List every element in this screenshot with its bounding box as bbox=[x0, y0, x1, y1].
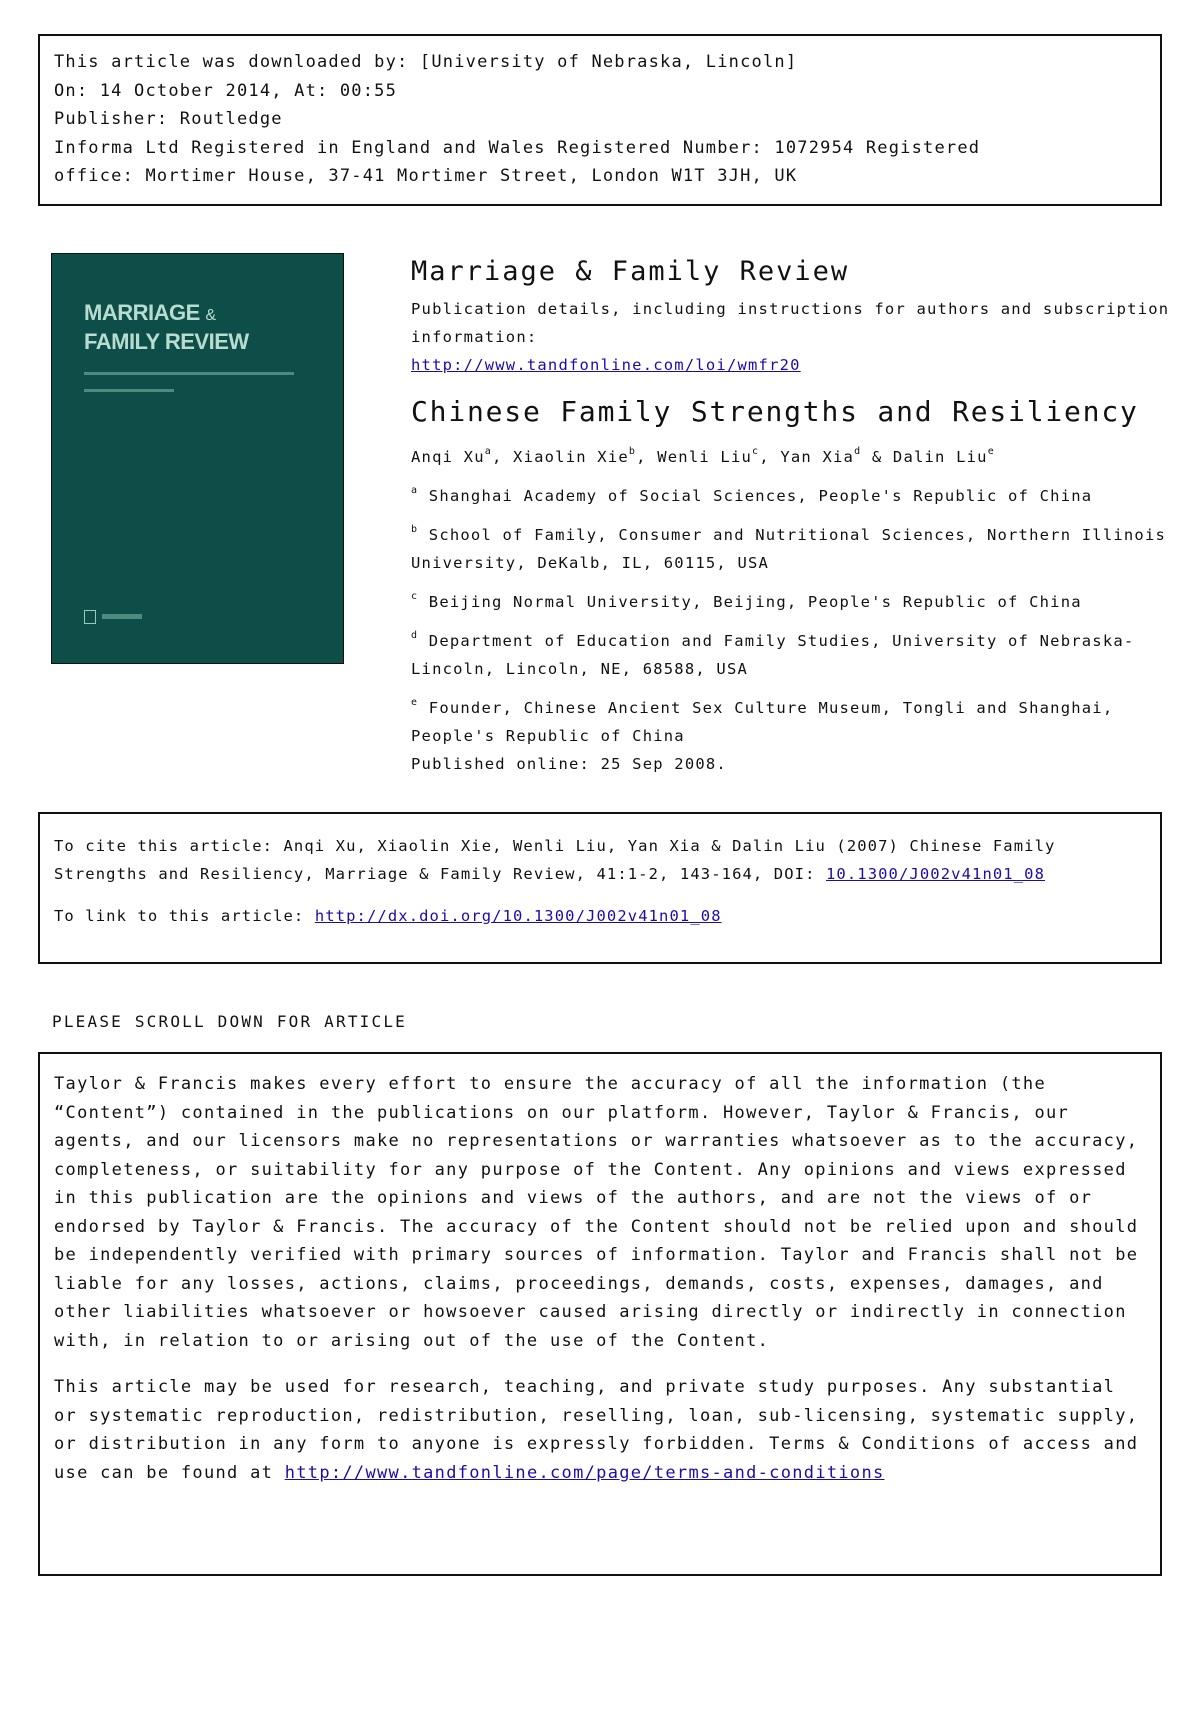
author-name: Dalin Liu bbox=[892, 448, 988, 466]
affiliation-text: Founder, Chinese Ancient Sex Culture Museum, Tongli and Shanghai, People's Republic of China bbox=[411, 699, 1114, 745]
journal-url-link[interactable]: http://www.tandfonline.com/loi/wmfr20 bbox=[411, 356, 801, 374]
affiliation-text: Shanghai Academy of Social Sciences, People's Republic of China bbox=[428, 487, 1093, 505]
download-date-line: On: 14 October 2014, At: 00:55 bbox=[54, 80, 398, 101]
citation-box bbox=[38, 812, 1162, 964]
citation-text bbox=[54, 832, 1148, 888]
author-list: Anqi Xu$^a$, Xiaolin Xie$^b$, Wenli Liu$^c$, Yan Xia$^d$ & Dalin Liu$^e$ bbox=[411, 446, 995, 466]
article-link-label: To link to this article: bbox=[54, 907, 305, 925]
author-name: Xiaolin Xie bbox=[513, 448, 629, 466]
article-metadata bbox=[411, 252, 1171, 778]
download-info-box bbox=[38, 34, 1162, 206]
affiliation-sup: c bbox=[411, 591, 419, 602]
affiliation bbox=[411, 583, 1171, 616]
author-sup: a bbox=[484, 446, 492, 457]
terms-box bbox=[38, 1052, 1162, 1576]
affiliation bbox=[411, 689, 1171, 750]
article-link-url[interactable]: http://dx.doi.org/10.1300/J002v41n01_08 bbox=[314, 907, 722, 925]
cover-title-line1: MARRIAGE bbox=[84, 300, 200, 325]
cover-title-amp: & bbox=[205, 307, 216, 324]
author-sup: d bbox=[854, 446, 862, 457]
publisher-line: Publisher: Routledge bbox=[54, 109, 283, 129]
affiliation-text: Department of Education and Family Studies, University of Nebraska-Lincoln, Lincoln, NE, 68588, USA bbox=[411, 632, 1135, 678]
author-sup: c bbox=[752, 446, 760, 457]
cover-text-line bbox=[84, 389, 174, 392]
affiliation bbox=[411, 622, 1171, 683]
doi-link[interactable]: 10.1300/J002v41n01_08 bbox=[825, 865, 1046, 883]
affiliation-text: Beijing Normal University, Beijing, People's Republic of China bbox=[428, 593, 1082, 611]
article-link-line bbox=[54, 902, 1148, 930]
cover-title bbox=[84, 300, 249, 355]
usage-paragraph bbox=[54, 1373, 1148, 1487]
author-name: Wenli Liu bbox=[657, 448, 753, 466]
disclaimer-paragraph: Taylor & Francis makes every effort to ensure the accuracy of all the information (the “Content”) contained in the publications on our platform. However, Taylor & Francis, our agents, and our licensors make no representations or warranties whatsoever as to the accuracy, completeness, or suitability for any purpose of the Content. Any opinions and views expressed in this publication are the opinions and views of the authors, and are not the views of or endorsed by Taylor & Francis. The accuracy of the Content should not be relied upon and should be independently verified with primary sources of information. Taylor and Francis shall not be liable for any losses, actions, claims, proceedings, demands, costs, expenses, damages, and other liabilities whatsoever or howsoever caused arising directly or indirectly in connection with, in relation to or arising out of the use of the Content. bbox=[54, 1074, 1139, 1351]
affiliation bbox=[411, 516, 1171, 577]
author-name: Anqi Xu bbox=[411, 448, 485, 466]
publisher-logo-icon bbox=[84, 610, 96, 624]
publisher-logo-text bbox=[102, 614, 142, 619]
download-info-line: This article was downloaded by: [University of Nebraska, Lincoln] bbox=[54, 52, 798, 72]
cover-text-line bbox=[84, 372, 294, 375]
affiliation bbox=[411, 477, 1171, 510]
journal-title: Marriage & Family Review bbox=[411, 256, 850, 287]
cover-title-line2: FAMILY REVIEW bbox=[84, 329, 249, 354]
citation-body: To cite this article: Anqi Xu, Xiaolin Xie, Wenli Liu, Yan Xia & Dalin Liu (2007) Chinese Family Strengths and Resiliency, Marriage & Family Review, 41:1-2, 143-164, DOI: bbox=[54, 837, 1056, 883]
author-name: Yan Xia bbox=[780, 448, 855, 466]
article-title: Chinese Family Strengths and Resiliency bbox=[411, 395, 1139, 428]
usage-text: This article may be used for research, teaching, and private study purposes. Any substantial or systematic reproduction, redistribution, reselling, loan, sub-licensing, systematic supply, or distribution in any form to anyone is expressly forbidden. Terms & Conditions of access and use can be found at bbox=[54, 1377, 1139, 1483]
affiliation-text: School of Family, Consumer and Nutritional Sciences, Northern Illinois University, DeKalb, IL, 60115, USA bbox=[411, 526, 1167, 572]
journal-cover-image bbox=[51, 253, 344, 664]
publication-details: Publication details, including instructions for authors and subscription information: bbox=[411, 300, 1170, 346]
author-sup: e bbox=[987, 446, 995, 457]
scroll-notice: PLEASE SCROLL DOWN FOR ARTICLE bbox=[52, 1012, 407, 1031]
affiliation-sup: a bbox=[411, 485, 419, 496]
office-address-line: office: Mortimer House, 37-41 Mortimer Street, London W1T 3JH, UK bbox=[54, 166, 798, 186]
author-sup: b bbox=[628, 446, 637, 457]
registration-line: Informa Ltd Registered in England and Wales Registered Number: 1072954 Registered bbox=[54, 137, 981, 158]
affiliation-sup: e bbox=[411, 697, 419, 708]
published-date: Published online: 25 Sep 2008. bbox=[411, 755, 727, 773]
affiliation-sup: d bbox=[411, 630, 419, 641]
terms-conditions-link[interactable]: http://www.tandfonline.com/page/terms-and-conditions bbox=[284, 1462, 885, 1483]
affiliation-sup: b bbox=[411, 524, 419, 535]
